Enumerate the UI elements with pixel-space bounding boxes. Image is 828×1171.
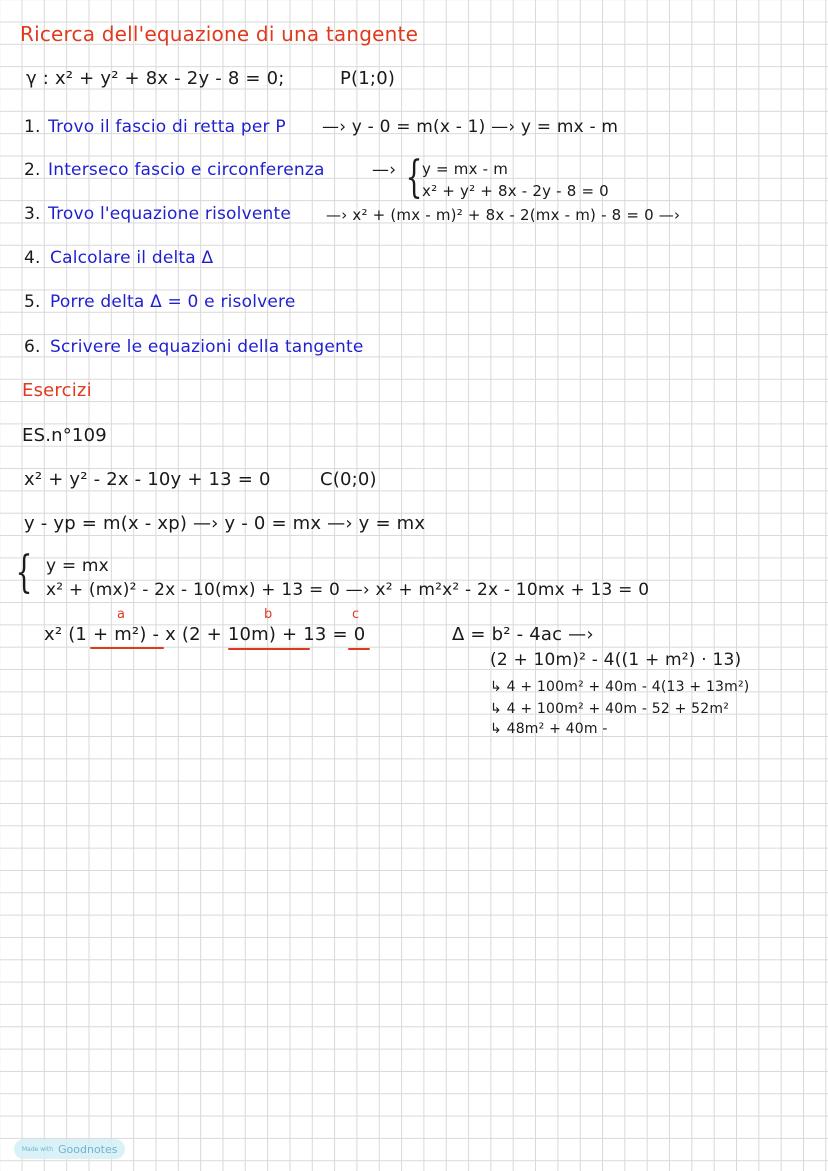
- exercise-line-equation: y - yp = m(x - xp) —› y - 0 = mx —› y = mx: [24, 513, 426, 534]
- step-text: Porre delta Δ = 0 e risolvere: [50, 292, 296, 312]
- delta-step: ↳ 4 + 100m² + 40m - 4(13 + 13m²): [490, 679, 750, 695]
- exercise-equation: x² + y² - 2x - 10y + 13 = 0: [24, 469, 271, 490]
- exercises-heading: Esercizi: [22, 380, 92, 401]
- system-brace: {: [405, 152, 423, 203]
- delta-formula: Δ = b² - 4ac —›: [452, 624, 594, 645]
- step-math: —›: [372, 160, 397, 180]
- coef-label-a: a: [117, 607, 125, 622]
- step-number: 1.: [24, 117, 41, 137]
- system-equation: y = mx - m: [422, 160, 509, 178]
- exercise-system-brace: {: [15, 547, 33, 598]
- step-text: Trovo l'equazione risolvente: [48, 204, 292, 224]
- watermark-brand: Goodnotes: [58, 1142, 118, 1156]
- coef-label-c: c: [352, 607, 360, 622]
- exercise-center: C(0;0): [320, 469, 377, 490]
- underline-b: [228, 648, 310, 650]
- step-text: Trovo il fascio di retta per P: [48, 117, 286, 137]
- goodnotes-watermark: [14, 1139, 125, 1159]
- delta-step: ↳ 4 + 100m² + 40m - 52 + 52m²: [490, 701, 730, 717]
- factored-equation: x² (1 + m²) - x (2 + 10m) + 13 = 0: [44, 624, 366, 645]
- step-math: —› x² + (mx - m)² + 8x - 2(mx - m) - 8 = 0 —›: [326, 206, 681, 224]
- step-number: 3.: [24, 204, 41, 224]
- step-text: Calcolare il delta Δ: [50, 248, 214, 268]
- step-text: Scrivere le equazioni della tangente: [50, 337, 364, 357]
- step-math: —› y - 0 = m(x - 1) —› y = mx - m: [322, 117, 619, 137]
- exercise-system-eq-1: y = mx: [46, 556, 109, 576]
- exercise-system-eq-2: x² + (mx)² - 2x - 10(mx) + 13 = 0 —› x² + m²x² - 2x - 10mx + 13 = 0: [46, 580, 650, 600]
- step-number: 6.: [24, 337, 41, 357]
- step-number: 4.: [24, 248, 41, 268]
- underline-a: [90, 647, 164, 649]
- underline-c: [348, 648, 370, 650]
- system-equation: x² + y² + 8x - 2y - 8 = 0: [422, 182, 609, 200]
- step-number: 5.: [24, 292, 41, 312]
- page-title: Ricerca dell'equazione di una tangente: [20, 22, 419, 46]
- delta-step: ↳ 48m² + 40m -: [490, 721, 608, 737]
- step-text: Interseco fascio e circonferenza: [48, 160, 325, 180]
- delta-step: (2 + 10m)² - 4((1 + m²) · 13): [490, 650, 742, 670]
- given-point: P(1;0): [340, 68, 396, 89]
- exercise-label: ES.n°109: [22, 425, 107, 446]
- given-circle: γ : x² + y² + 8x - 2y - 8 = 0;: [26, 68, 285, 89]
- step-number: 2.: [24, 160, 41, 180]
- watermark-prefix: Made with: [22, 1145, 53, 1153]
- coef-label-b: b: [264, 607, 273, 622]
